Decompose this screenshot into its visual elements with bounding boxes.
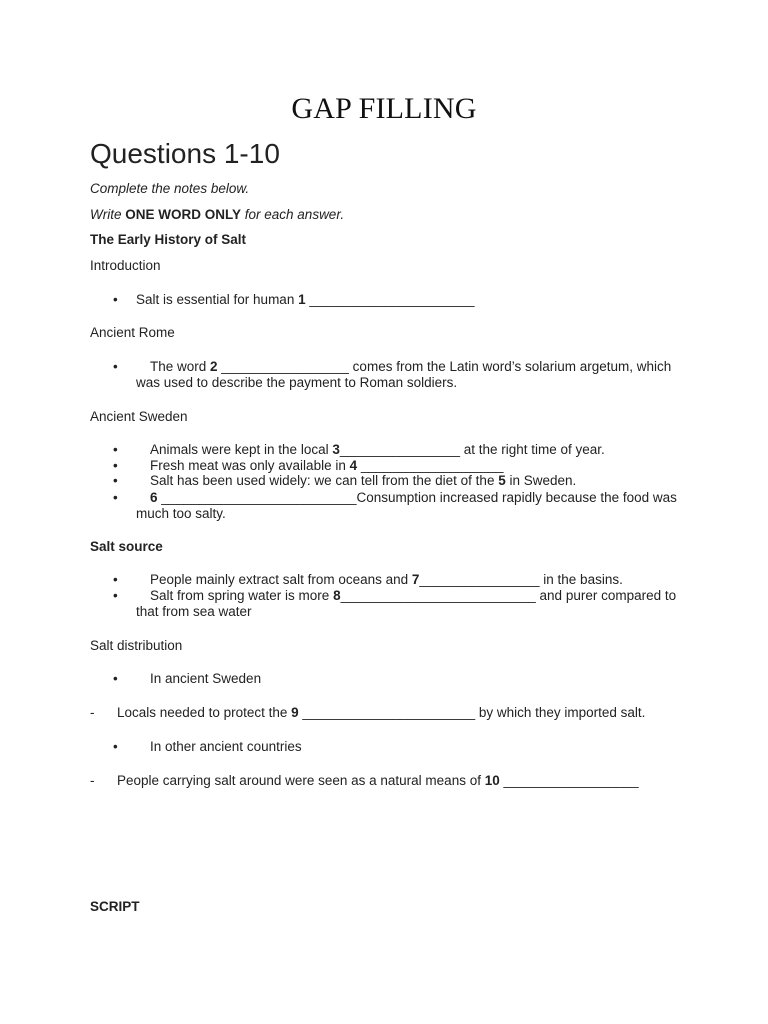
section-heading-rome: Ancient Rome <box>90 325 175 340</box>
question-4-item: Fresh meat was only available in 4 ___________________ <box>150 458 504 473</box>
bullet-marker: • <box>113 292 118 307</box>
bullet-marker: • <box>113 473 118 488</box>
question-8-continuation: that from sea water <box>136 604 252 619</box>
question-6-continuation: much too salty. <box>136 506 226 521</box>
question-2-continuation: was used to describe the payment to Roman soldiers. <box>136 375 458 390</box>
bullet-marker: • <box>113 490 118 505</box>
question-7-item: People mainly extract salt from oceans and 7________________ in the basins. <box>150 572 623 587</box>
subheading-ancient-sweden: In ancient Sweden <box>150 671 262 686</box>
section-heading-source: Salt source <box>90 539 163 554</box>
question-8-item: Salt from spring water is more 8__________________________ and purer compared to <box>150 588 677 603</box>
question-number: 10 <box>484 773 500 788</box>
bullet-marker: • <box>113 739 118 754</box>
answer-blank: ________________ at the right time of year. <box>339 442 605 457</box>
question-9-item: Locals needed to protect the 9 _______________________ by which they imported salt. <box>117 705 646 720</box>
page-title: GAP FILLING <box>291 92 477 125</box>
question-2-item: The word 2 _________________ comes from the Latin word’s solarium argetum, which <box>150 359 672 374</box>
dash-marker: - <box>90 773 95 788</box>
answer-blank: ___________________ <box>357 458 504 473</box>
instruction-complete: Complete the notes below. <box>90 181 250 196</box>
question-number: 1 <box>298 292 306 307</box>
question-number: 8 <box>333 588 341 603</box>
section-heading-distribution: Salt distribution <box>90 638 183 653</box>
bullet-marker: • <box>113 458 118 473</box>
question-10-item: People carrying salt around were seen as a natural means of 10 __________________ <box>117 773 639 788</box>
question-3-item: Animals were kept in the local 3________________ at the right time of year. <box>150 442 605 457</box>
question-number: 6 <box>150 490 158 505</box>
question-number: 3 <box>332 442 340 457</box>
bullet-marker: • <box>113 359 118 374</box>
bullet-marker: • <box>113 671 118 686</box>
answer-blank: __________________ <box>499 773 639 788</box>
question-6-item <box>150 490 677 505</box>
answer-blank: ________________ in the basins. <box>419 572 623 587</box>
question-1-item: Salt is essential for human 1 ______________________ <box>136 292 475 307</box>
question-5-item: Salt has been used widely: we can tell from the diet of the 5 in Sweden. <box>150 473 577 488</box>
question-number: 5 <box>498 473 506 488</box>
question-number: 9 <box>291 705 299 720</box>
answer-blank: __________________________ and purer compared to <box>340 588 677 603</box>
questions-heading: Questions 1-10 <box>90 138 280 169</box>
answer-blank: ______________________ <box>305 292 475 307</box>
instruction-write-post: for each answer. <box>241 207 345 222</box>
bullet-marker: • <box>113 442 118 457</box>
instruction-write-pre: Write <box>90 207 126 222</box>
question-number: 7 <box>411 572 420 587</box>
bullet-marker: • <box>113 588 118 603</box>
answer-blank: _______________________ by which they imported salt. <box>298 705 646 720</box>
instruction-write <box>90 207 344 222</box>
subheading-other-countries: In other ancient countries <box>150 739 302 754</box>
instruction-write-bold: ONE WORD ONLY <box>125 207 242 222</box>
notes-title: The Early History of Salt <box>90 232 247 247</box>
answer-blank: _________________ comes from the Latin word’s solarium argetum, which <box>217 359 672 374</box>
question-number: 4 <box>349 458 358 473</box>
section-heading-introduction: Introduction <box>90 258 161 273</box>
question-number: 2 <box>210 359 218 374</box>
dash-marker: - <box>90 705 95 720</box>
section-heading-sweden: Ancient Sweden <box>90 409 188 424</box>
bullet-marker: • <box>113 572 118 587</box>
script-heading: SCRIPT <box>90 899 140 914</box>
answer-blank: __________________________Consumption increased rapidly because the food was <box>157 490 677 505</box>
